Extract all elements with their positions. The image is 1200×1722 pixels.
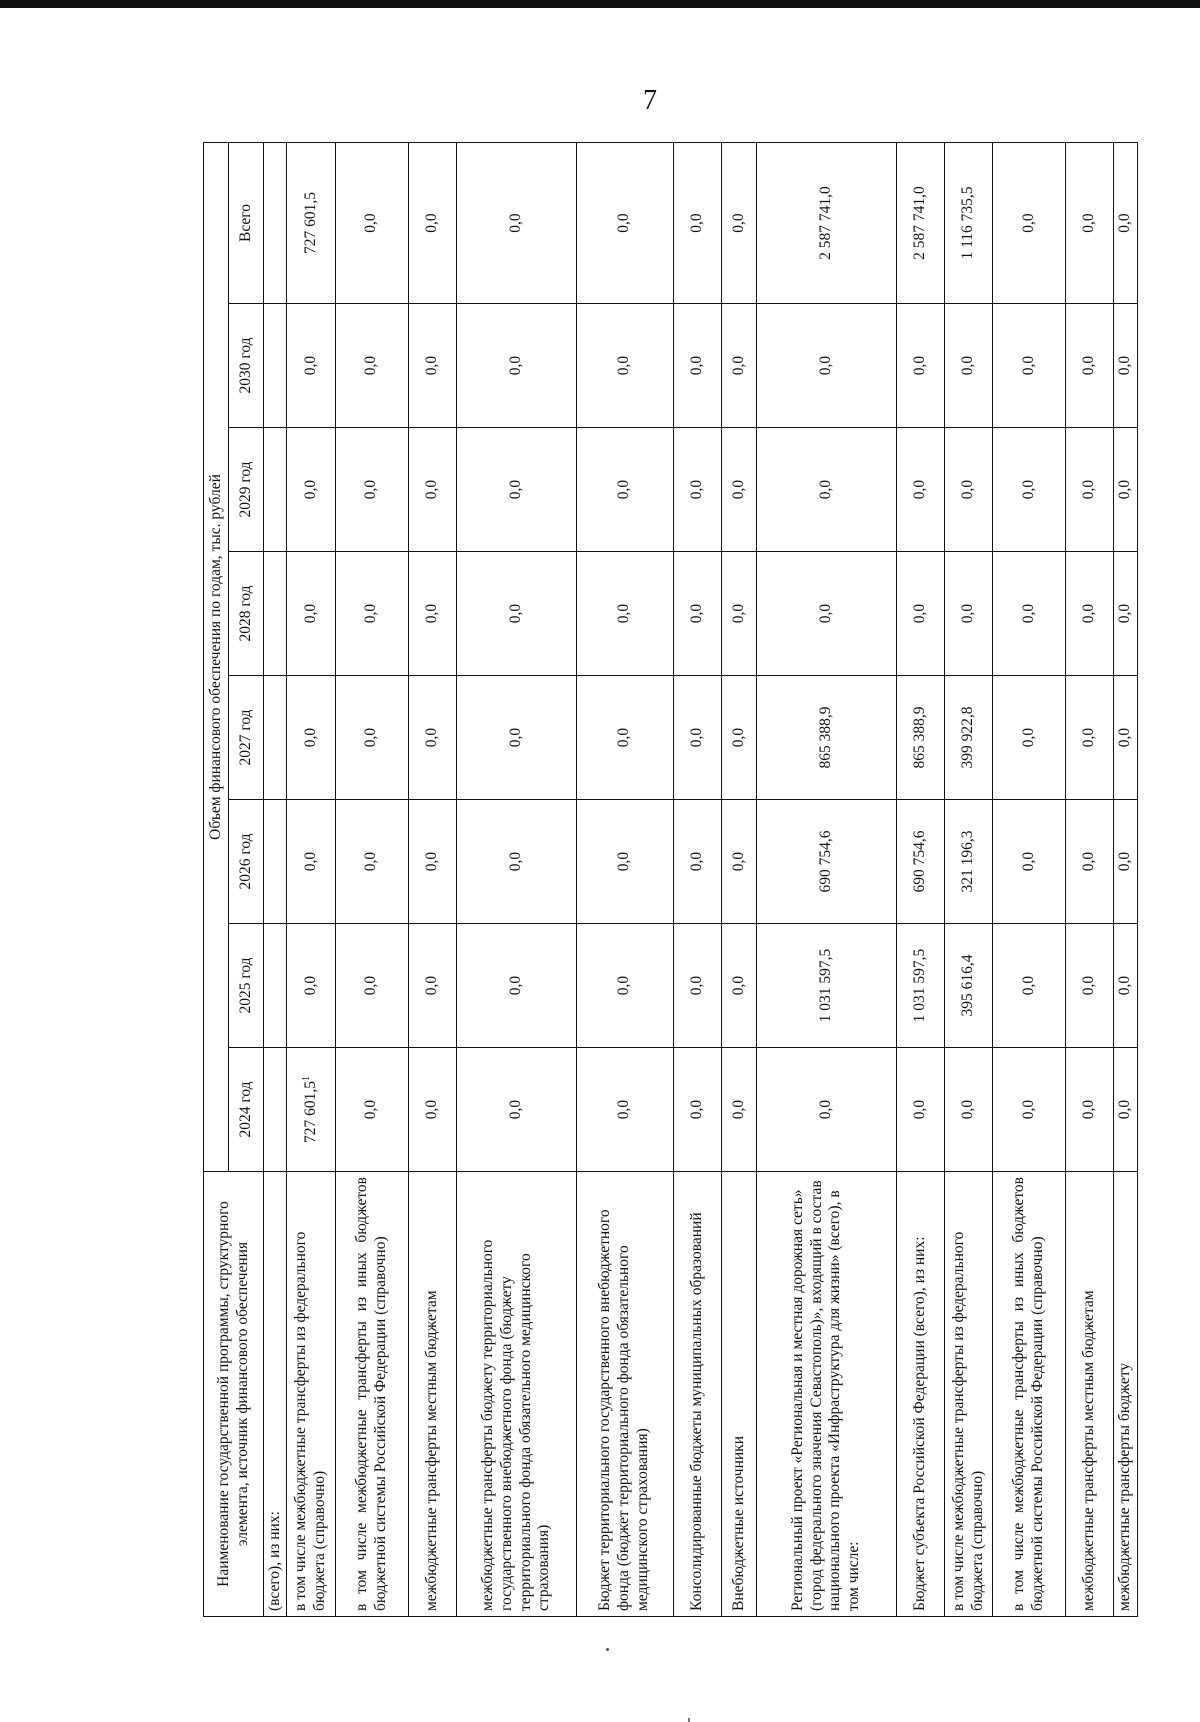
cell-value: 0,0	[507, 727, 525, 748]
row-year-cell	[1066, 924, 1114, 1048]
row-year-cell	[721, 552, 756, 676]
row-total-cell	[673, 143, 721, 304]
cell-value: 0,0	[687, 355, 705, 376]
table-row	[287, 143, 335, 1617]
row-label: (всего), из них:	[264, 1172, 287, 1617]
header-year: 2029 год	[229, 428, 264, 552]
row-year-cell	[1066, 428, 1114, 552]
row-total-cell	[1066, 143, 1114, 304]
row-total-cell	[408, 143, 456, 304]
header-total: Всего	[229, 143, 264, 304]
cell-value: 0,0	[1116, 355, 1134, 376]
row-year-cell	[456, 304, 576, 428]
cell-value: 0,0	[422, 479, 440, 500]
cell-value: 0,0	[1019, 213, 1037, 233]
row-total-cell	[456, 143, 576, 304]
row-year-cell	[993, 676, 1066, 800]
cell-value: 0,0	[1080, 355, 1098, 376]
cell-value: 0,0	[301, 975, 319, 996]
row-year-cell	[408, 552, 456, 676]
table-row	[264, 143, 287, 1617]
cell-value: 0,0	[687, 603, 705, 624]
row-year-cell	[993, 800, 1066, 924]
row-year-cell	[993, 1048, 1066, 1172]
financing-table-rotated	[203, 143, 1138, 1617]
row-year-cell	[408, 800, 456, 924]
row-year-cell	[944, 304, 992, 428]
cell-value: 0,0	[1080, 851, 1098, 872]
cell-value: 0,0	[1019, 355, 1037, 376]
cell-value: 0,0	[507, 975, 525, 996]
row-year-cell	[456, 924, 576, 1048]
row-year-cell	[456, 800, 576, 924]
cell-value: 0,0	[729, 975, 747, 996]
row-year-cell	[335, 304, 408, 428]
cell-value: 865 388,9	[910, 706, 928, 769]
cell-value: 0,0	[687, 975, 705, 996]
table-body	[264, 143, 1138, 1617]
cell-value: 0,0	[729, 727, 747, 748]
row-year-cell	[264, 676, 287, 800]
row-year-cell	[896, 676, 944, 800]
cell-value: 0,0	[729, 213, 747, 233]
cell-value: 0,0	[362, 603, 380, 624]
row-year-cell	[721, 1048, 756, 1172]
row-year-cell	[287, 428, 335, 552]
row-year-cell	[896, 800, 944, 924]
cell-value: 0,0	[422, 603, 440, 624]
cell-value: 0,0	[1019, 727, 1037, 748]
cell-value: 0,0	[1116, 479, 1134, 500]
cell-value: 0,0	[1116, 851, 1134, 872]
row-year-cell	[1114, 1048, 1138, 1172]
cell-value: 0,0	[615, 213, 633, 233]
row-label: Бюджет территориального государственного внебюджетного фонда (бюджет территориального фонда обязательного медицинского страхования)	[577, 1172, 674, 1617]
row-label: в том числе межбюджетные трансферты из федерального бюджета (справочно)	[287, 1172, 335, 1617]
cell-value: 0,0	[1080, 727, 1098, 748]
cell-value: 0,0	[687, 1099, 705, 1120]
cell-value: 0,0	[817, 479, 835, 500]
row-year-cell	[264, 1048, 287, 1172]
cell-value: 0,0	[1019, 851, 1037, 872]
row-total-cell	[721, 143, 756, 304]
scan-speck	[688, 1718, 690, 1722]
row-total-cell	[335, 143, 408, 304]
cell-value: 0,0	[1116, 603, 1134, 624]
row-year-cell	[721, 428, 756, 552]
header-year: 2027 год	[229, 676, 264, 800]
cell-value: 0,0	[910, 603, 928, 624]
row-year-cell	[287, 800, 335, 924]
row-year-cell	[335, 1048, 408, 1172]
cell-value: 690 754,6	[910, 830, 928, 893]
row-year-cell	[1114, 304, 1138, 428]
row-year-cell	[757, 800, 896, 924]
row-year-cell	[757, 552, 896, 676]
row-year-cell	[993, 552, 1066, 676]
row-year-cell	[335, 552, 408, 676]
header-year: 2030 год	[229, 304, 264, 428]
row-year-cell	[577, 304, 674, 428]
cell-value: 1 031 597,5	[910, 948, 928, 1023]
table-row	[1066, 143, 1114, 1617]
cell-value: 0,0	[687, 213, 705, 233]
row-year-cell	[944, 428, 992, 552]
row-total-cell	[993, 143, 1066, 304]
row-year-cell	[287, 924, 335, 1048]
cell-value: 0,0	[362, 213, 380, 233]
row-total-cell	[1114, 143, 1138, 304]
row-year-cell	[721, 924, 756, 1048]
row-year-cell	[1114, 552, 1138, 676]
cell-value: 727 601,5	[302, 1081, 320, 1143]
row-label: в том числе межбюджетные трансферты из федерального бюджета (справочно)	[944, 1172, 992, 1617]
row-year-cell	[896, 552, 944, 676]
cell-value: 0,0	[729, 851, 747, 872]
row-label: межбюджетные трансферты бюджету	[1114, 1172, 1138, 1617]
row-label: в том числе межбюджетные трансферты из иных бюджетов бюджетной системы Российской Федерации (справочно)	[993, 1172, 1066, 1617]
cell-value: 0,0	[1080, 213, 1098, 233]
row-year-cell	[287, 552, 335, 676]
cell-value: 0,0	[1116, 213, 1134, 233]
cell-value: 0,0	[817, 355, 835, 376]
cell-value: 0,0	[301, 851, 319, 872]
row-label: Внебюджетные источники	[721, 1172, 756, 1617]
row-year-cell	[335, 428, 408, 552]
cell-value: 0,0	[1116, 1099, 1134, 1120]
row-year-cell	[721, 676, 756, 800]
cell-value: 0,0	[959, 355, 977, 376]
cell-value: 0,0	[362, 1099, 380, 1120]
row-year-cell	[335, 676, 408, 800]
row-year-cell	[287, 676, 335, 800]
row-year-cell	[264, 304, 287, 428]
row-year-cell	[993, 428, 1066, 552]
header-year: 2026 год	[229, 800, 264, 924]
cell-value: 0,0	[362, 975, 380, 996]
row-year-cell	[408, 1048, 456, 1172]
cell-value: 0,0	[910, 1099, 928, 1120]
row-year-cell	[673, 552, 721, 676]
cell-value: 2 587 741,0	[817, 186, 835, 260]
table-row	[408, 143, 456, 1617]
cell-value: 0,0	[687, 479, 705, 500]
row-year-cell	[1114, 800, 1138, 924]
row-year-cell	[1066, 676, 1114, 800]
row-label: Региональный проект «Региональная и местная дорожная сеть» (город федерального значения Севастополь)», входящий в состав национального проекта «Инфраструктура для жизни» (всего), в том числе:	[757, 1172, 896, 1617]
cell-value: 0,0	[1116, 975, 1134, 996]
cell-value: 0,0	[729, 479, 747, 500]
row-year-cell	[1114, 428, 1138, 552]
cell-value: 1 116 735,5	[959, 186, 977, 260]
cell-value: 0,0	[422, 851, 440, 872]
cell-value: 690 754,6	[817, 830, 835, 893]
row-total-cell	[577, 143, 674, 304]
row-year-cell	[456, 428, 576, 552]
row-total-cell	[264, 143, 287, 304]
table-row	[993, 143, 1066, 1617]
cell-value: 0,0	[507, 1099, 525, 1120]
row-year-cell	[944, 1048, 992, 1172]
table-row	[944, 143, 992, 1617]
cell-value: 0,0	[301, 479, 319, 500]
cell-value: 0,0	[1080, 479, 1098, 500]
row-year-cell	[287, 1048, 335, 1172]
row-year-cell	[673, 924, 721, 1048]
row-year-cell	[673, 676, 721, 800]
row-year-cell	[944, 800, 992, 924]
cell-value: 0,0	[507, 603, 525, 624]
row-year-cell	[264, 428, 287, 552]
cell-value: 0,0	[817, 603, 835, 624]
scan-top-edge	[0, 0, 1200, 8]
row-year-cell	[1066, 552, 1114, 676]
cell-value: 0,0	[615, 851, 633, 872]
row-year-cell	[757, 1048, 896, 1172]
cell-value: 0,0	[687, 727, 705, 748]
row-year-cell	[673, 800, 721, 924]
cell-value: 0,0	[959, 479, 977, 500]
row-year-cell	[993, 924, 1066, 1048]
row-year-cell	[896, 428, 944, 552]
cell-value: 0,0	[507, 851, 525, 872]
row-year-cell	[944, 924, 992, 1048]
row-year-cell	[896, 924, 944, 1048]
cell-value: 0,0	[615, 975, 633, 996]
cell-value: 0,0	[1080, 603, 1098, 624]
cell-value: 399 922,8	[959, 706, 977, 769]
cell-value: 0,0	[729, 603, 747, 624]
row-year-cell	[335, 924, 408, 1048]
row-year-cell	[944, 676, 992, 800]
row-year-cell	[264, 924, 287, 1048]
cell-value: 0,0	[422, 213, 440, 233]
row-year-cell	[1066, 800, 1114, 924]
row-year-cell	[408, 924, 456, 1048]
cell-value: 0,0	[507, 213, 525, 233]
row-year-cell	[757, 676, 896, 800]
row-year-cell	[1114, 676, 1138, 800]
cell-value: 0,0	[729, 355, 747, 376]
row-year-cell	[456, 676, 576, 800]
cell-value: 0,0	[362, 355, 380, 376]
row-year-cell	[673, 428, 721, 552]
cell-value: 0,0	[422, 355, 440, 376]
cell-value: 0,0	[362, 479, 380, 500]
cell-value: 0,0	[301, 603, 319, 624]
cell-value: 0,0	[817, 1099, 835, 1120]
row-year-cell	[721, 800, 756, 924]
cell-value: 0,0	[959, 1099, 977, 1120]
header-year: 2025 год	[229, 924, 264, 1048]
financing-table	[203, 142, 1138, 1617]
row-year-cell	[577, 924, 674, 1048]
row-label: в том числе межбюджетные трансферты из иных бюджетов бюджетной системы Российской Федерации (справочно)	[335, 1172, 408, 1617]
row-year-cell	[896, 304, 944, 428]
row-year-cell	[408, 304, 456, 428]
footnote-marker: 1	[301, 1076, 313, 1081]
cell-value: 0,0	[615, 479, 633, 500]
table-row	[896, 143, 944, 1617]
table-row	[577, 143, 674, 1617]
cell-value: 727 601,5	[301, 192, 319, 254]
cell-value: 0,0	[910, 355, 928, 376]
row-total-cell	[896, 143, 944, 304]
cell-value: 0,0	[615, 1099, 633, 1120]
cell-value: 321 196,3	[959, 830, 977, 893]
table-row	[721, 143, 756, 1617]
row-year-cell	[577, 428, 674, 552]
table-row	[757, 143, 896, 1617]
row-total-cell	[287, 143, 335, 304]
cell-value: 0,0	[362, 727, 380, 748]
row-year-cell	[264, 552, 287, 676]
cell-value: 0,0	[422, 975, 440, 996]
row-total-cell	[757, 143, 896, 304]
row-year-cell	[896, 1048, 944, 1172]
header-financing-group: Объем финансового обеспечения по годам, тыс. рублей	[204, 143, 229, 1172]
row-label: межбюджетные трансферты местным бюджетам	[1066, 1172, 1114, 1617]
table-row	[456, 143, 576, 1617]
header-year: 2024 год	[229, 1048, 264, 1172]
row-year-cell	[673, 1048, 721, 1172]
row-year-cell	[673, 304, 721, 428]
cell-value: 0,0	[1019, 603, 1037, 624]
table-row	[335, 143, 408, 1617]
row-year-cell	[757, 924, 896, 1048]
cell-value: 0,0	[507, 355, 525, 376]
cell-value: 0,0	[1116, 727, 1134, 748]
cell-value: 0,0	[910, 479, 928, 500]
header-name-column: Наименование государственной программы, структурного элемента, источник финансового обеспечения	[204, 1172, 264, 1617]
row-year-cell	[577, 1048, 674, 1172]
cell-value: 0,0	[615, 603, 633, 624]
row-total-cell	[944, 143, 992, 304]
cell-value: 0,0	[301, 727, 319, 748]
row-year-cell	[944, 552, 992, 676]
scan-speck	[606, 1648, 609, 1651]
header-row-group	[204, 143, 229, 1617]
cell-value: 0,0	[687, 851, 705, 872]
cell-value: 395 616,4	[959, 954, 977, 1017]
row-year-cell	[408, 676, 456, 800]
cell-value: 0,0	[615, 355, 633, 376]
cell-value: 1 031 597,5	[817, 948, 835, 1023]
row-year-cell	[408, 428, 456, 552]
row-year-cell	[757, 428, 896, 552]
row-year-cell	[335, 800, 408, 924]
row-year-cell	[757, 304, 896, 428]
table-row	[1114, 143, 1138, 1617]
row-label: межбюджетные трансферты бюджету территориального государственного внебюджетного фонда (бюджету территориального фонда обязательного медицинского страхования)	[456, 1172, 576, 1617]
cell-value: 0,0	[959, 603, 977, 624]
cell-value: 0,0	[507, 479, 525, 500]
row-label: межбюджетные трансферты местным бюджетам	[408, 1172, 456, 1617]
cell-value: 0,0	[301, 355, 319, 376]
cell-value: 0,0	[362, 851, 380, 872]
row-year-cell	[993, 304, 1066, 428]
row-year-cell	[456, 1048, 576, 1172]
cell-value: 0,0	[422, 727, 440, 748]
row-year-cell	[577, 676, 674, 800]
cell-value: 2 587 741,0	[910, 186, 928, 260]
cell-value: 0,0	[615, 727, 633, 748]
table-row	[673, 143, 721, 1617]
cell-value: 0,0	[729, 1099, 747, 1120]
row-year-cell	[264, 800, 287, 924]
page-number: 7	[643, 85, 657, 116]
cell-value: 0,0	[1019, 1099, 1037, 1120]
row-year-cell	[287, 304, 335, 428]
row-label: Бюджет субъекта Российской Федерации (всего), из них:	[896, 1172, 944, 1617]
row-year-cell	[1066, 1048, 1114, 1172]
cell-value: 0,0	[422, 1099, 440, 1120]
row-year-cell	[577, 552, 674, 676]
row-year-cell	[721, 304, 756, 428]
cell-value: 0,0	[1080, 1099, 1098, 1120]
cell-value: 0,0	[1019, 479, 1037, 500]
row-year-cell	[577, 800, 674, 924]
row-year-cell	[456, 552, 576, 676]
row-year-cell	[1114, 924, 1138, 1048]
row-label: Консолидированные бюджеты муниципальных образований	[673, 1172, 721, 1617]
row-year-cell	[1066, 304, 1114, 428]
cell-value: 0,0	[1080, 975, 1098, 996]
header-year: 2028 год	[229, 552, 264, 676]
cell-value: 0,0	[1019, 975, 1037, 996]
cell-value: 865 388,9	[817, 706, 835, 769]
